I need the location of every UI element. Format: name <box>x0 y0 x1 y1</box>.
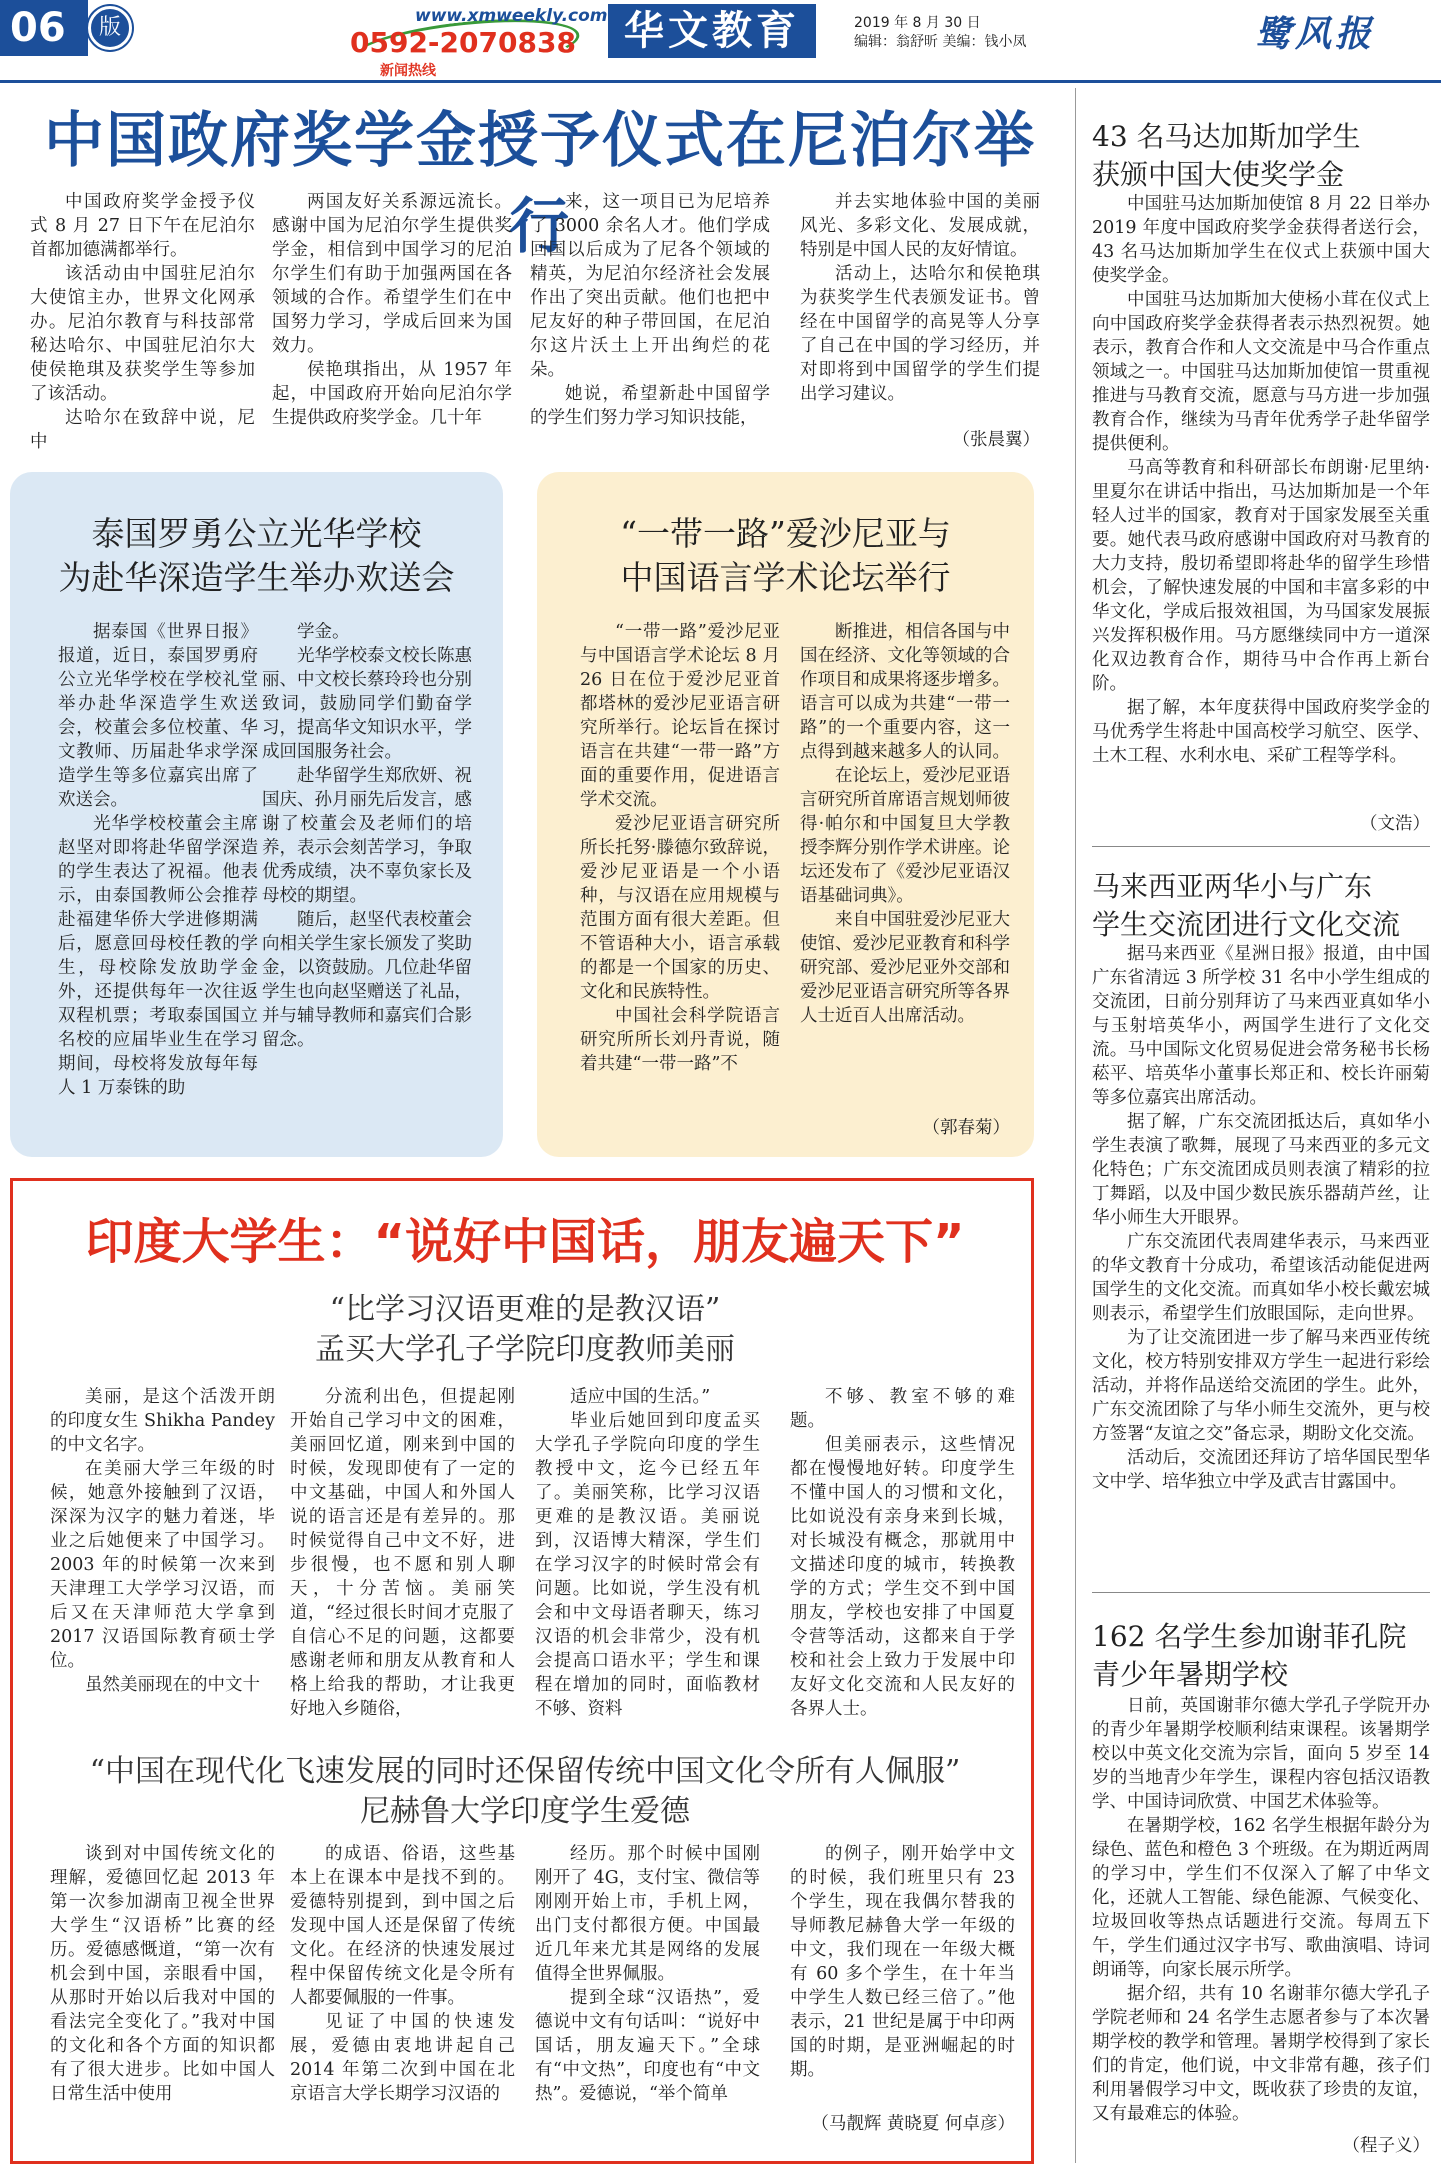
paragraph: 的例子，刚开始学中文的时候，我们班里只有 23 个学生，现在我偶尔替我的导师教尼赫鲁大学一年级的中文，我们现在一年级大概有 60 多个学生，在十年当中学生人数已经三倍了。”他表示，21 世纪是属于中印两国的时期，是亚洲崛起的时期。 <box>790 1844 1015 2080</box>
india-subhead-2 <box>20 1752 1030 1832</box>
headline-madagascar-line1: 43 名马达加斯加学生 <box>1092 120 1361 153</box>
website-url[interactable]: www.xmweekly.com <box>415 6 608 26</box>
india-subhead-2-quote: “中国在现代化飞速发展的同时还保留传统中国文化令所有人佩服” <box>89 1754 961 1789</box>
estonia-col-1 <box>580 620 780 1145</box>
malaysia-body <box>1092 942 1430 1582</box>
india-subhead-1-quote: “比学习汉语更难的是教汉语” <box>329 1292 721 1327</box>
paragraph: 的成语、俗语，这些基本上在课本中是找不到的。爱德特别提到，到中国之后发现中国人还是保留了传统文化。在经济的快速发展过程中保留传统文化是令所有人都要佩服的一件事。 <box>290 1844 515 2008</box>
paragraph: 在暑期学校，162 名学生根据年龄分为绿色、蓝色和橙色 3 个班级。在为期近两周的学习中，学生们不仅深入了解了中华文化，还就人工智能、绿色能源、气候变化、垃圾回收等热点话题进行交流。每周五下午，学生们通过汉字书写、歌曲演唱、诗词朗诵等，向家长展示所学。 <box>1092 1816 1430 1980</box>
paragraph: 提到全球“汉语热”，爱德说中文有句话叫：“说好中国话，朋友遍天下。”全球有“中文热”，印度也有“中文热”。爱德说，“举个简单 <box>535 1988 760 2104</box>
india-part2-col-3 <box>535 1842 760 2142</box>
india-part1-col-3 <box>535 1385 760 1730</box>
column-divider <box>1075 88 1076 2163</box>
headline-thailand-line1: 泰国罗勇公立光华学校 <box>91 514 422 553</box>
paragraph: 并去实地体验中国的美丽风光、多彩文化、发展成就，特别是中国人民的友好情谊。 <box>800 192 1040 260</box>
paragraph: 在美丽大学三年级的时候，她意外接触到了汉语，深深为汉字的魅力着迷，毕业之后她便来了中国学习。2003 年的时候第一次来到天津理工大学学习汉语，而后又在天津师范大学拿到 2017 汉语国际教育硕士学位。 <box>50 1459 275 1671</box>
india-part2-col-1 <box>50 1842 275 2142</box>
section-seal-icon: 版 <box>88 6 132 50</box>
india-part1-col-1 <box>50 1385 275 1730</box>
paragraph: 但美丽表示，这些情况都在慢慢地好转。印度学生不懂中国人的习惯和文化，比如说没有亲身来到长城，对长城没有概念，那就用中文描述印度的城市，转换教学的方式；学生交不到中国朋友，学校也安排了中国夏令营等活动，这都来自于学校和社会上致力于发展中印友好文化交流和人民友好的各界人士。 <box>790 1435 1015 1719</box>
india-part2-col-2 <box>290 1842 515 2142</box>
paragraph: 爱沙尼亚语言研究所所长托努·滕德尔致辞说，爱沙尼亚语是一个小语种，与汉语在应用规模与范围方面有很大差距。但不管语种大小，语言承载的都是一个国家的历史、文化和民族特性。 <box>580 814 780 1002</box>
sheffield-byline: （程子义） <box>1342 2136 1430 2156</box>
section-title: 华文教育 <box>608 4 816 58</box>
paragraph: 谈到对中国传统文化的理解，爱德回忆起 2013 年第一次参加湖南卫视全世界大学生“汉语桥”比赛的经历。爱德感慨道，“第一次有机会到中国，亲眼看中国，从那时开始以后我对中国的看法完全变化了。”我对中国的文化和各个方面的知识都有了很大进步。比如中国人日常生活中使用 <box>50 1844 275 2104</box>
paragraph: 来，这一项目已为尼培养了 3000 余名人才。他们学成回国以后成为了尼各个领域的精英，为尼泊尔经济社会发展作出了突出贡献。他们也把中尼友好的种子带回国，在尼泊尔这片沃土上开出绚烂的花朵。 <box>530 192 770 380</box>
headline-estonia-line1: “一带一路”爱沙尼亚与 <box>620 514 951 553</box>
paragraph: 见证了中国的快速发展，爱德由衷地讲起自己 2014 年第二次到中国在北京语言大学长期学习汉语的 <box>290 2012 515 2104</box>
thailand-col-1 <box>58 620 258 1145</box>
india-subhead-1 <box>20 1290 1030 1370</box>
paragraph: 断推进，相信各国与中国在经济、文化等领域的合作项目和成果将逐步增多。语言可以成为共建“一带一路”的一个重要内容，这一点得到越来越多人的认同。 <box>800 622 1010 762</box>
headline-madagascar-line2: 获颁中国大使奖学金 <box>1092 158 1345 191</box>
madagascar-byline: （文浩） <box>1360 814 1430 834</box>
paragraph: 虽然美丽现在的中文十 <box>85 1675 260 1695</box>
paragraph: 广东交流团代表周建华表示，马来西亚的华文教育十分成功，希望该活动能促进两国学生的文化交流。而真如华小校长戴宏城则表示，希望学生们放眼国际，走向世界。 <box>1092 1232 1430 1324</box>
newspaper-name: 鹭风报 <box>1255 13 1376 55</box>
headline-nepal: 中国政府奖学金授予仪式在尼泊尔举行 <box>44 106 1036 262</box>
page-number: 06 <box>0 0 88 56</box>
paragraph: 两国友好关系源远流长。感谢中国为尼泊尔学生提供奖学金，相信到中国学习的尼泊尔学生们有助于加强两国在各领域的合作。希望学生们在中国努力学习，学成后回来为国效力。 <box>272 192 512 356</box>
headline-thailand <box>20 512 493 600</box>
nepal-col-4 <box>800 190 1040 435</box>
paragraph: 侯艳琪指出，从 1957 年起，中国政府开始向尼泊尔学生提供政府奖学金。几十年 <box>272 360 512 428</box>
sheffield-body <box>1092 1694 1430 2134</box>
header-rule <box>0 80 1441 83</box>
paragraph: 赴华留学生郑欣妍、祝国庆、孙月丽先后发言，感谢了校董会及老师们的培养，表示会刻苦学习，争取优秀成绩，决不辜负家长及母校的期望。 <box>262 766 472 906</box>
paragraph: 在论坛上，爱沙尼亚语言研究所首席语言规划师彼得·帕尔和中国复旦大学教授李辉分别作学术讲座。论坛还发布了《爱沙尼亚语汉语基础词典》。 <box>800 766 1010 906</box>
nepal-col-3 <box>530 190 770 460</box>
nepal-byline: （张晨翼） <box>952 430 1040 450</box>
paragraph: “一带一路”爱沙尼亚与中国语言学术论坛 8 月 26 日在位于爱沙尼亚首都塔林的爱沙尼亚语言研究所举行。论坛旨在探讨语言在共建“一带一路”方面的重要作用，促进语言学术交流。 <box>580 622 780 810</box>
paragraph: 不够、教室不够的难题。 <box>790 1387 1015 1431</box>
paragraph: 为了让交流团进一步了解马来西亚传统文化，校方特别安排双方学生一起进行彩绘活动，并将作品送给交流团的学生。此外，广东交流团除了与华小师生交流外，更与校方签署“友谊之交”备忘录，期盼文化交流。 <box>1092 1328 1430 1444</box>
paragraph: 毕业后她回到印度孟买大学孔子学院向印度的学生教授中文，迄今已经五年了。美丽笑称，比学习汉语更难的是教汉语。美丽说到，汉语博大精深，学生们在学习汉字的时候时常会有问题。比如说，学生没有机会和中文母语者聊天，练习汉语的机会非常少，没有机会提高口语水平；学生和课程在增加的同时，面临教材不够、资料 <box>535 1411 760 1719</box>
nepal-col-2 <box>272 190 512 460</box>
headline-estonia <box>547 512 1024 600</box>
india-part2-col-4 <box>790 1842 1015 2110</box>
sidebar-rule-1 <box>1092 846 1430 847</box>
paragraph: 据介绍，共有 10 名谢菲尔德大学孔子学院老师和 24 名学生志愿者参与了本次暑期学校的教学和管理。暑期学校得到了家长们的肯定，他们说，中文非常有趣，孩子们利用暑假学习中文，既收获了珍贵的友谊，又有最难忘的体验。 <box>1092 1984 1430 2124</box>
paragraph: 光华学校泰文校长陈惠丽、中文校长蔡玲玲也分别致词，鼓励同学们勤奋学习，提高华文知识水平，学成回国服务社会。 <box>262 646 472 762</box>
hotline-phone: 0592-2070838 <box>350 26 576 59</box>
headline-sheffield-line2: 青少年暑期学校 <box>1092 1658 1289 1691</box>
paragraph: 据泰国《世界日报》报道，近日，泰国罗勇府公立光华学校在学校礼堂举办赴华深造学生欢送会，校董会多位校董、华文教师、历届赴华求学深造学生等多位嘉宾出席了欢送会。 <box>58 622 258 810</box>
india-subhead-1-person: 孟买大学孔子学院印度教师美丽 <box>315 1332 735 1367</box>
paragraph: 日前，英国谢菲尔德大学孔子学院开办的青少年暑期学校顺利结束课程。该暑期学校以中英文化交流为宗旨，面向 5 岁至 14 岁的当地青少年学生，课程内容包括汉语教学、中国诗词欣赏、中国艺术体验等。 <box>1092 1696 1430 1812</box>
paragraph: 中国社会科学院语言研究所所长刘丹青说，随着共建“一带一路”不 <box>580 1006 780 1074</box>
headline-sheffield-line1: 162 名学生参加谢菲孔院 <box>1092 1620 1407 1653</box>
estonia-byline: （郭春菊） <box>922 1118 1010 1138</box>
headline-thailand-line2: 为赴华深造学生举办欢送会 <box>58 558 455 597</box>
paragraph: 中国驻马达加斯加使馆 8 月 22 日举办 2019 年度中国政府奖学金获得者送行会，43 名马达加斯加学生在仪式上获颁中国大使奖学金。 <box>1092 194 1430 286</box>
nepal-col-1 <box>30 190 255 460</box>
hotline-label: 新闻热线 <box>380 63 436 79</box>
headline-sheffield <box>1092 1618 1432 1694</box>
paragraph: 适应中国的生活。” <box>570 1387 711 1407</box>
paragraph: 光华学校校董会主席赵坚对即将赴华留学深造的学生表达了祝福。他表示，由泰国教师公会推荐赴福建华侨大学进修期满后，愿意回母校任教的学生，母校除发放助学金外，还提供每年一次往返双程机票；考取泰国国立名校的应届毕业生在学习期间，母校将发放每年每人 1 万泰铢的助 <box>58 814 258 1098</box>
paragraph: 该活动由中国驻尼泊尔大使馆主办，世界文化网承办。尼泊尔教育与科技部常秘达哈尔、中国驻尼泊尔大使侯艳琪及获奖学生等参加了该活动。 <box>30 264 255 404</box>
headline-malaysia <box>1092 868 1432 944</box>
paragraph: 达哈尔在致辞中说，尼中 <box>30 408 255 452</box>
paragraph: 活动上，达哈尔和侯艳琪为获奖学生代表颁发证书。曾经在中国留学的高晃等人分享了自己在中国的学习经历，并对即将到中国留学的学生们提出学习建议。 <box>800 264 1040 404</box>
paragraph: 马高等教育和科研部长布朗谢·尼里纳·里夏尔在讲话中指出，马达加斯加是一个年轻人过半的国家，教育对于国家发展至关重要。她代表马政府感谢中国政府对马教育的大力支持，殷切希望即将赴华的留学生珍惜机会，了解快速发展的中国和丰富多彩的中华文化，学成后报效祖国，为马国家发展振兴发挥积极作用。马方愿继续同中方一道深化双边教育合作，期待马中合作再上新台阶。 <box>1092 458 1430 694</box>
editor-credits: 编辑：翁舒昕 美编：钱小凤 <box>854 34 1027 50</box>
paragraph: 中国政府奖学金授予仪式 8 月 27 日下午在尼泊尔首都加德满都举行。 <box>30 192 255 260</box>
india-byline: （马靓辉 黄晓夏 何卓彦） <box>811 2114 1015 2134</box>
issue-date: 2019 年 8 月 30 日 <box>854 15 981 31</box>
paragraph: 经历。那个时候中国刚刚开了 4G，支付宝、微信等刚刚开始上市，手机上网，出门支付都很方便。中国最近几年来尤其是网络的发展值得全世界佩服。 <box>535 1844 760 1984</box>
thailand-col-2 <box>262 620 472 1145</box>
paragraph: 活动后，交流团还拜访了培华国民型华文中学、培华独立中学及武吉甘露国中。 <box>1092 1448 1430 1492</box>
headline-malaysia-line1: 马来西亚两华小与广东 <box>1092 870 1373 903</box>
headline-estonia-line2: 中国语言学术论坛举行 <box>620 558 951 597</box>
paragraph: 来自中国驻爱沙尼亚大使馆、爱沙尼亚教育和科学研究部、爱沙尼亚外交部和爱沙尼亚语言研究所等各界人士近百人出席活动。 <box>800 910 1010 1026</box>
estonia-col-2 <box>800 620 1010 1120</box>
india-part1-col-2 <box>290 1385 515 1730</box>
paragraph: 据马来西亚《星洲日报》报道，由中国广东省清远 3 所学校 31 名中小学生组成的交流团，日前分别拜访了马来西亚真如华小与玉射培英华小，两国学生进行了文化交流。马中国际文化贸易促进会常务秘书长杨菘平、培英华小董事长郑正和、校长许丽菊等多位嘉宾出席活动。 <box>1092 944 1430 1108</box>
headline-india: 印度大学生：“说好中国话，朋友遍天下” <box>85 1214 965 1270</box>
paragraph: 分流利出色，但提起刚开始自己学习中文的困难，美丽回忆道，刚来到中国的时候，发现即使有了一定的中文基础，中国人和外国人说的语言还是有差异的。那时候觉得自己中文不好，进步很慢，也不愿和别人聊天，十分苦恼。美丽笑道，“经过很长时间才克服了自信心不足的问题，这都要感谢老师和朋友从教育和人格上给我的帮助，才让我更好地入乡随俗， <box>290 1387 515 1719</box>
headline-madagascar <box>1092 118 1432 194</box>
paragraph: 据了解，广东交流团抵达后，真如华小学生表演了歌舞，展现了马来西亚的多元文化特色；广东交流团成员则表演了精彩的拉丁舞蹈，以及中国少数民族乐器葫芦丝，让华小师生大开眼界。 <box>1092 1112 1430 1228</box>
paragraph: 学金。 <box>297 622 350 642</box>
paragraph: 随后，赵坚代表校董会向相关学生家长颁发了奖助金，以资鼓励。几位赴华留学生也向赵坚赠送了礼品，并与辅导教师和嘉宾们合影留念。 <box>262 910 472 1050</box>
paragraph: 美丽，是这个活泼开朗的印度女生 Shikha Pandey 的中文名字。 <box>50 1387 275 1455</box>
issue-info <box>854 14 1026 52</box>
paragraph: 她说，希望新赴中国留学的学生们努力学习知识技能， <box>530 384 770 428</box>
india-part1-col-4 <box>790 1385 1015 1730</box>
sidebar-rule-2 <box>1092 1592 1430 1593</box>
paragraph: 中国驻马达加斯加大使杨小茸在仪式上向中国政府奖学金获得者表示热烈祝贺。她表示，教育合作和人文交流是中马合作重点领域之一。中国驻马达加斯加使馆一贯重视推进与马教育交流，愿意与马方进一步加强教育合作，继续为马青年优秀学子赴华留学提供便利。 <box>1092 290 1430 454</box>
india-subhead-2-person: 尼赫鲁大学印度学生爱德 <box>360 1794 690 1829</box>
madagascar-body <box>1092 192 1430 812</box>
paragraph: 据了解，本年度获得中国政府奖学金的马优秀学生将赴中国高校学习航空、医学、土木工程、水利水电、采矿工程等学科。 <box>1092 698 1430 766</box>
headline-malaysia-line2: 学生交流团进行文化交流 <box>1092 908 1401 941</box>
